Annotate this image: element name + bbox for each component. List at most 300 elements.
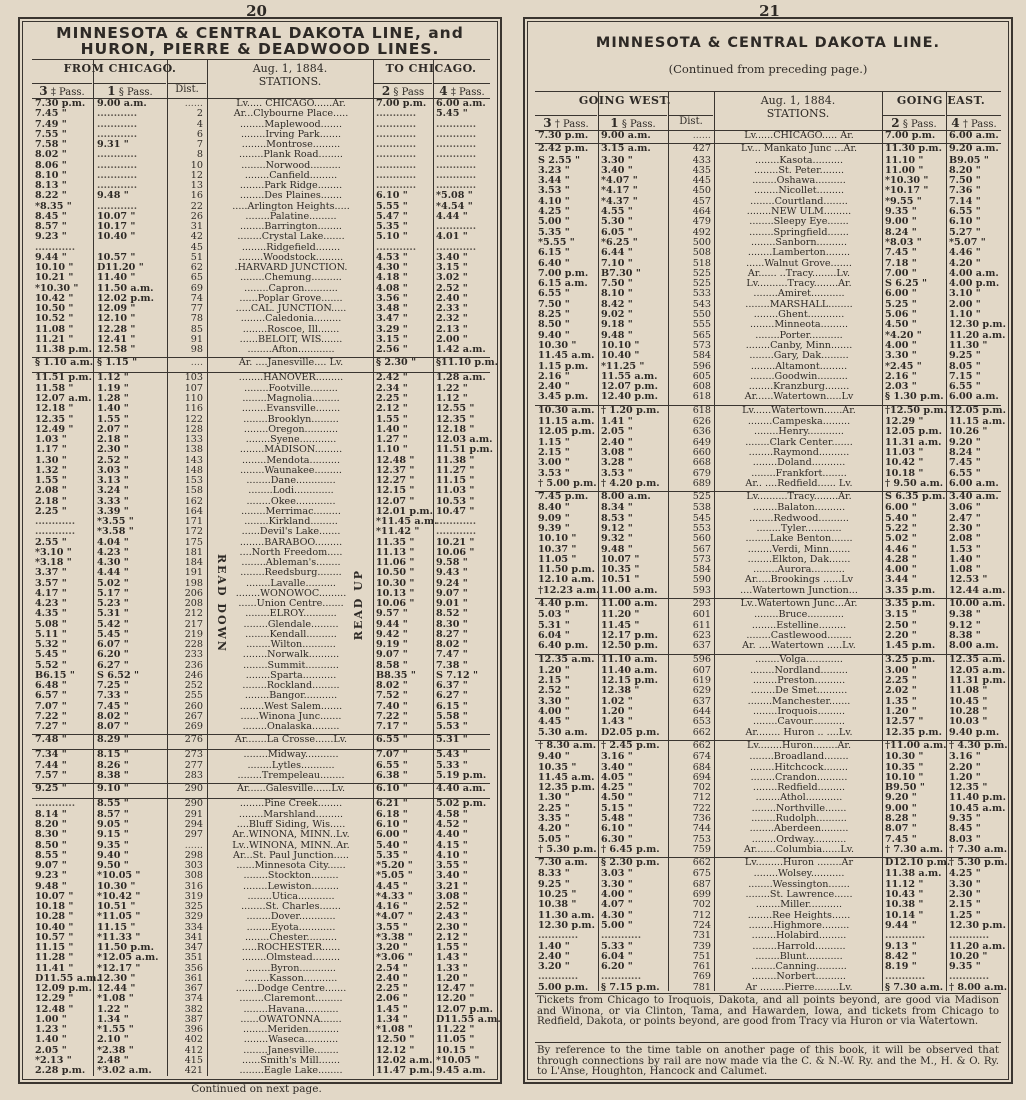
train-1-time: 11.20 " — [601, 609, 640, 621]
train-3-time: 9.40 " — [538, 329, 570, 341]
train-4-time: 1.20 " — [949, 771, 981, 783]
station: ........Summit........... — [243, 659, 339, 671]
train-3-time: 4.35 " — [35, 608, 67, 620]
train-3-time: 7.48 " — [35, 734, 67, 746]
train-2-time: 3.15 " — [376, 333, 408, 345]
train-3-time: *5.55 " — [538, 236, 575, 248]
notes-divider — [535, 1042, 1001, 1043]
train-4-time: B9.05 " — [949, 154, 989, 166]
distance: 500 — [692, 236, 711, 248]
station: ......Smith's Mill....... — [241, 1054, 341, 1066]
col-header-train-4 — [434, 83, 490, 97]
train-2-time: 7.52 " — [376, 690, 408, 702]
train-1-time: *4.17 " — [601, 185, 638, 197]
station: ........Henry............ — [754, 426, 844, 438]
train-4-time: 11.40 p.m. — [949, 792, 1006, 804]
train-2-time: 12.15 " — [376, 485, 415, 497]
train-2-time: 11.03 " — [885, 446, 924, 458]
distance: 98 — [190, 344, 203, 355]
train-1-time: 12.30 " — [97, 972, 136, 984]
train-4-time: *4.54 " — [436, 200, 473, 212]
station: ........Rockland......... — [242, 680, 340, 691]
distance: 545 — [692, 512, 711, 524]
train-4-time: 3.40 a.m. — [949, 491, 999, 503]
distance: 637 — [692, 695, 711, 707]
distance: 228 — [184, 639, 203, 650]
train-2-time: 10.10 " — [885, 771, 924, 783]
train-2-time: 10.38 " — [885, 899, 924, 911]
station: ........Waunakee......... — [240, 464, 342, 476]
stations-label: STATIONS. — [258, 75, 322, 88]
train-2-time: 4.18 " — [376, 272, 408, 284]
timetable-row — [32, 232, 490, 242]
station: Ar. ....Janesville.... Lv. — [238, 357, 344, 369]
train-4-time: 6.37 " — [436, 680, 468, 691]
train-2-time: 2.56 " — [376, 344, 408, 355]
train-class: § Pass — [393, 87, 425, 98]
train-2-time: 11.12 " — [885, 878, 924, 890]
distance: 297 — [184, 829, 203, 841]
station: ........Broadland........ — [749, 751, 849, 763]
train-4-time: 6.27 " — [436, 690, 468, 702]
train-3-time: *10.30 " — [35, 282, 79, 294]
train-2-time: *4.07 " — [376, 911, 413, 923]
train-3-time: 9.48 " — [35, 880, 67, 892]
train-1-time: 9.35 " — [97, 839, 129, 851]
train-2-time: 9.07 " — [376, 649, 408, 661]
timetable-row — [32, 568, 490, 578]
train-3-time: *8.35 " — [35, 200, 72, 212]
distance: 164 — [184, 505, 203, 517]
station: Lv........Huron........Ar. — [746, 739, 852, 751]
train-2-time: 10.35 " — [885, 761, 924, 773]
distance: 128 — [184, 423, 203, 435]
distance: 649 — [692, 436, 711, 448]
distance: ...... — [184, 98, 203, 109]
train-2-time: 12.29 " — [885, 416, 924, 428]
train-1-time: *12.17 " — [97, 962, 141, 974]
station: ........Iroquois......... — [752, 706, 846, 718]
timetable-row — [32, 404, 490, 414]
train-number: 3 — [543, 116, 552, 130]
train-2-time: 2.02 " — [885, 685, 917, 697]
train-1-time: 12.44 " — [97, 983, 136, 994]
train-2-time: 2.42 " — [376, 371, 408, 383]
distance: 298 — [184, 849, 203, 861]
station: ........Kasota.......... — [754, 154, 844, 166]
train-2-time: 9.35 " — [885, 206, 917, 218]
train-1-time: 8.00 a.m. — [601, 491, 651, 503]
train-3-time: 4.45 " — [538, 716, 570, 728]
train-3-time: †12.23 a.m. — [538, 584, 600, 596]
train-4-time: *10.05 " — [436, 1054, 480, 1066]
train-1-time: † 6.45 p.m. — [601, 843, 660, 855]
distance: 198 — [184, 577, 203, 589]
train-1-time: 6.10 " — [601, 823, 633, 835]
station: ......BELOIT, WIS....... — [239, 333, 343, 345]
train-1-time: 3.15 a.m. — [601, 143, 651, 155]
train-4-time: 3.40 " — [436, 251, 468, 263]
train-1-time: 10.17 " — [97, 221, 136, 232]
station: ........Aurora........... — [753, 564, 845, 576]
station: ........Preston.......... — [752, 675, 846, 687]
train-4-time: 11.03 " — [436, 485, 475, 497]
station: ........Rudolph.......... — [751, 813, 847, 824]
station: ........Amiret........... — [753, 288, 845, 300]
train-2-time: D12.10 p.m. — [885, 857, 951, 869]
train-2-time: † 7.30 a.m. — [885, 843, 944, 855]
distance: 7 — [196, 139, 203, 150]
distance: 644 — [692, 706, 711, 718]
train-1-time: ............ — [601, 971, 642, 983]
train-3-time: † 5.00 p.m. — [538, 477, 597, 489]
train-2-time: 3.56 " — [376, 292, 408, 304]
train-3-time: ............ — [35, 516, 76, 527]
train-3-time: 1.32 " — [35, 464, 67, 476]
train-3-time: 1.20 " — [538, 664, 570, 676]
station: ........Norwood.......... — [241, 159, 341, 171]
station: ........Stockton......... — [243, 870, 339, 882]
train-1-time: † 2.45 p.m. — [601, 739, 660, 751]
train-4-time: 6.00 a.m. — [949, 477, 999, 489]
station: ........Courtland........ — [750, 195, 848, 207]
train-3-time: 1.00 " — [35, 1013, 67, 1025]
train-2-time: § 1.30 p.m. — [885, 391, 944, 403]
station: ........Capron........... — [244, 282, 338, 294]
train-4-time: 2.12 " — [436, 931, 468, 943]
train-3-time: 10.10 " — [538, 533, 577, 545]
train-1-time: *6.25 " — [601, 236, 638, 248]
train-2-time: 1.40 " — [376, 423, 408, 435]
train-3-time: 3.30 " — [538, 695, 570, 707]
distance: 623 — [692, 629, 711, 641]
train-3-time: 3.45 p.m. — [538, 391, 589, 403]
timetable-row — [32, 749, 490, 761]
train-4-time: 9.58 " — [436, 557, 468, 568]
station: ........Raymond.......... — [748, 446, 850, 458]
train-2-time: 2.20 " — [885, 629, 917, 641]
train-3-time: 11.50 p.m. — [538, 564, 595, 576]
distance: 116 — [184, 403, 203, 415]
train-1-time: *11.05 " — [97, 911, 141, 923]
train-2-time: 3.15 " — [885, 609, 917, 621]
station: ........Lytles........... — [247, 759, 335, 771]
train-4-time: ............ — [436, 169, 477, 181]
column-divider — [93, 59, 94, 1076]
train-2-time: 4.45 " — [376, 880, 408, 892]
train-2-time: † 9.50 a.m. — [885, 477, 944, 489]
station: ........Crandon.......... — [750, 771, 848, 783]
train-3-time: 3.53 " — [538, 185, 570, 197]
station: ........Hitchcock........ — [750, 761, 848, 773]
station: ........Ghent............ — [753, 309, 845, 321]
direction-to-chicago: TO CHICAGO. — [385, 62, 477, 75]
train-4-time: 8.38 " — [949, 629, 981, 641]
train-2-time: 6.10 " — [376, 783, 408, 795]
train-3-time: 10.40 " — [35, 921, 74, 933]
distance: 596 — [692, 360, 711, 372]
train-2-time: 5.55 " — [376, 200, 408, 212]
train-class: ‡ Pass. — [450, 87, 485, 98]
train-1-time: *4.07 " — [601, 175, 638, 187]
train-4-time: 5.27 " — [949, 226, 981, 238]
train-4-time: 6.55 " — [949, 381, 981, 393]
train-1-time: 1.22 " — [97, 1003, 129, 1015]
distance: 233 — [184, 649, 203, 661]
station: Ar...St. Paul Junction..... — [233, 849, 349, 861]
distance: 679 — [692, 467, 711, 479]
station: ........Ableman's........ — [241, 557, 341, 568]
train-2-time: *4.20 " — [885, 329, 922, 341]
train-2-time: 7.18 " — [885, 257, 917, 269]
timetable-row — [32, 609, 490, 619]
timetable-row — [535, 843, 1008, 855]
train-2-time: 2.54 " — [376, 962, 408, 974]
distance: 518 — [692, 257, 711, 269]
train-3-time: 11.05 " — [538, 553, 577, 565]
distance: 636 — [692, 426, 711, 438]
train-3-time: 1.15 p.m. — [538, 360, 589, 372]
train-2-time: 2.06 " — [376, 993, 408, 1005]
station: ........Meriden.......... — [242, 1024, 340, 1035]
train-1-time: 6.04 " — [601, 950, 633, 962]
station: ........Oregon........... — [243, 423, 339, 435]
distance: 31 — [190, 221, 203, 232]
col-header-train-1 — [94, 83, 166, 97]
train-3-time: 10.30 a.m. — [538, 404, 595, 416]
train-3-time: 7.45 p.m. — [538, 491, 589, 503]
train-2-time: ............ — [885, 930, 926, 942]
train-3-time: 10.50 " — [35, 303, 74, 314]
train-4-time: 11.31 p.m. — [949, 675, 1006, 687]
train-4-time: 2.32 " — [436, 313, 468, 325]
train-3-time: 5.31 " — [538, 619, 570, 631]
train-2-time: 6.21 " — [376, 797, 408, 809]
train-4-time: 12.55 " — [436, 403, 475, 415]
station: ........MADISON......... — [239, 444, 343, 456]
station: ........Canning.......... — [751, 961, 847, 973]
train-4-time: 2.30 " — [949, 889, 981, 901]
train-4-time: 3.16 " — [949, 751, 981, 763]
station: ........Ordway........... — [751, 833, 847, 845]
train-3-time: 12.48 " — [35, 1003, 74, 1015]
train-3-time: 2.05 " — [35, 1044, 67, 1056]
train-3-time: 4.40 p.m. — [538, 598, 589, 610]
train-1-time: 12.40 p.m. — [601, 391, 658, 403]
distance: 662 — [692, 726, 711, 738]
train-3-time: 11.15 a.m. — [538, 416, 595, 428]
station: ........Glendale......... — [243, 618, 339, 630]
train-4-time: 5.58 " — [436, 710, 468, 722]
train-1-time: 8.42 " — [601, 298, 633, 310]
train-4-time: 2.33 " — [436, 303, 468, 314]
train-2-time: 3.55 " — [376, 921, 408, 933]
station: ........Volga............ — [755, 653, 843, 665]
train-2-time: 11.00 " — [885, 164, 924, 176]
station: ........Afton............ — [247, 344, 335, 355]
distance: 584 — [692, 350, 711, 362]
train-number: 2 — [381, 84, 391, 98]
timetable-row — [32, 150, 490, 160]
train-3-time: 7.30 p.m. — [35, 98, 86, 109]
train-3-time: 7.00 p.m. — [538, 267, 589, 279]
col-header-dist: Dist. — [669, 115, 713, 129]
train-3-time: 9.40 " — [538, 751, 570, 763]
distance: 181 — [184, 546, 203, 558]
train-1-time: 3.53 " — [601, 467, 633, 479]
station: ........Park Ridge........ — [239, 180, 343, 191]
train-1-time: 5.23 " — [97, 598, 129, 609]
train-1-time: ............ — [97, 149, 138, 161]
distance: 138 — [184, 444, 203, 456]
train-4-time: 5.53 " — [436, 721, 468, 732]
train-3-time: 2.15 " — [538, 675, 570, 687]
train-1-time: 9.18 " — [601, 319, 633, 331]
train-1-time: 7.25 " — [97, 680, 129, 691]
station: ........Mendota.......... — [241, 454, 341, 466]
train-3-time: 4.23 " — [35, 598, 67, 609]
train-3-time: 2.28 p.m. — [35, 1065, 86, 1076]
train-1-time: 8.57 " — [97, 808, 129, 820]
train-3-time: 3.57 " — [35, 577, 67, 589]
station: ........Norbert.......... — [752, 971, 846, 983]
train-3-time: 7.58 " — [35, 139, 67, 150]
train-1-time: 4.50 " — [601, 792, 633, 804]
distance: 637 — [692, 640, 711, 652]
train-1-time: *12.05 a.m. — [97, 952, 159, 964]
distance: 341 — [184, 931, 203, 943]
train-2-time: 5.06 " — [885, 309, 917, 321]
train-1-time: 2.30 " — [97, 444, 129, 456]
train-1-time: 12.09 " — [97, 303, 136, 314]
train-3-time: 5.05 " — [538, 833, 570, 845]
train-3-time: 2.25 " — [35, 505, 67, 517]
train-3-time: 12.35 p.m. — [538, 782, 595, 794]
train-2-time: 9.00 " — [885, 216, 917, 228]
train-3-time: 6.15 a.m. — [538, 278, 588, 290]
distance: 367 — [184, 983, 203, 994]
distance: 753 — [692, 833, 711, 845]
train-2-time: ............ — [376, 149, 417, 161]
train-4-time: 10.26 " — [949, 426, 988, 438]
station: ........Redfield......... — [752, 782, 846, 794]
distance: 712 — [692, 792, 711, 804]
train-4-time: 5.02 p.m. — [436, 797, 487, 809]
distance: 684 — [692, 761, 711, 773]
train-4-time: 8.52 " — [436, 608, 468, 620]
distance: 619 — [692, 675, 711, 687]
train-4-time: 1.22 " — [436, 382, 468, 394]
train-4-time: ............ — [436, 221, 477, 232]
train-1-time: 12.50 p.m. — [601, 640, 658, 652]
train-4-time: 10.45 " — [949, 695, 988, 707]
train-2-time: 11.47 p.m. — [376, 1065, 433, 1076]
table-header — [32, 59, 490, 99]
train-1-time: B7.30 " — [601, 267, 641, 279]
distance: 273 — [184, 748, 203, 760]
distance: 74 — [190, 292, 203, 304]
station: ........Canby, Minn....... — [745, 339, 853, 351]
train-3-time: 11.30 a.m. — [538, 909, 595, 921]
station: ........Ridgefield........ — [241, 241, 341, 253]
train-4-time: 8.03 " — [949, 833, 981, 845]
timetable-row — [535, 981, 1008, 993]
station: ........Olmstead......... — [241, 952, 341, 964]
station: ........Montrose......... — [241, 139, 341, 150]
distance: 184 — [184, 557, 203, 568]
station: ........Caledonia......... — [240, 313, 342, 325]
train-4-time: 12.05 a.m. — [949, 664, 1006, 676]
distance: 731 — [692, 930, 711, 942]
train-1-time: 10.35 " — [601, 564, 640, 576]
train-4-time: 11.15 a.m. — [949, 416, 1006, 428]
train-3-time: 10.28 " — [35, 911, 74, 923]
train-4-time: 7.15 " — [949, 370, 981, 382]
train-2-time: 11.10 " — [885, 154, 924, 166]
train-3-time: 5.32 " — [35, 639, 67, 650]
train-number: 3 — [39, 84, 48, 98]
train-3-time: 8.02 " — [35, 149, 67, 161]
station: ....North Freedom..... — [239, 546, 343, 558]
train-1-time: 9.05 " — [97, 819, 129, 830]
train-2-time: 2.12 " — [376, 403, 408, 415]
train-1-time: 1.28 " — [97, 393, 129, 404]
train-2-time: 7.00 p.m. — [885, 130, 936, 141]
train-1-time: 11.55 a.m. — [601, 370, 658, 382]
train-1-time: 9.15 " — [97, 829, 129, 841]
train-2-time: ............ — [376, 159, 417, 171]
distance: 573 — [692, 339, 711, 351]
distance: 550 — [692, 309, 711, 321]
station: ......Devil's Lake....... — [241, 526, 341, 538]
train-4-time: 10.28 " — [949, 706, 988, 718]
train-3-time: 7.30 a.m. — [538, 857, 588, 869]
train-1-time: 3.30 " — [601, 154, 633, 166]
timetable-row — [32, 830, 490, 840]
train-4-time: 4.20 " — [949, 257, 981, 269]
direction-going-west: GOING WEST. — [578, 94, 672, 107]
distance: 269 — [184, 721, 203, 732]
distance: 91 — [190, 333, 203, 345]
distance: 158 — [184, 485, 203, 497]
station: Lv......CHICAGO..... Ar. — [744, 130, 854, 141]
train-1-time: 3.40 " — [601, 761, 633, 773]
train-3-time: ............ — [35, 526, 76, 538]
train-4-time: 12.05 p.m. — [949, 404, 1006, 416]
train-2-time: 6.55 " — [376, 759, 408, 771]
train-4-time: 2.43 " — [436, 911, 468, 923]
train-2-time: 10.30 " — [376, 577, 415, 589]
train-2-time: *5.05 " — [376, 870, 413, 882]
train-3-time: *3.18 " — [35, 557, 72, 568]
distance: 751 — [692, 950, 711, 962]
train-3-time: 10.57 " — [35, 931, 74, 943]
train-1-time: 12.58 " — [97, 344, 136, 355]
train-class: § Pass. — [118, 87, 153, 98]
train-2-time: 3.35 p.m. — [885, 598, 936, 610]
train-4-time: 9.07 " — [436, 587, 468, 599]
station: ........Bangor........... — [244, 690, 338, 702]
train-2-time: 10.18 " — [885, 467, 924, 479]
station: ........Ree Heights...... — [747, 909, 851, 921]
train-4-time: 6.10 " — [949, 216, 981, 228]
distance: 396 — [184, 1024, 203, 1035]
train-3-time: 8.20 " — [35, 819, 67, 830]
train-3-time: 8.06 " — [35, 159, 67, 171]
train-2-time: 9.19 " — [376, 639, 408, 650]
distance: 653 — [692, 716, 711, 728]
train-1-time: 11.15 " — [97, 921, 136, 933]
